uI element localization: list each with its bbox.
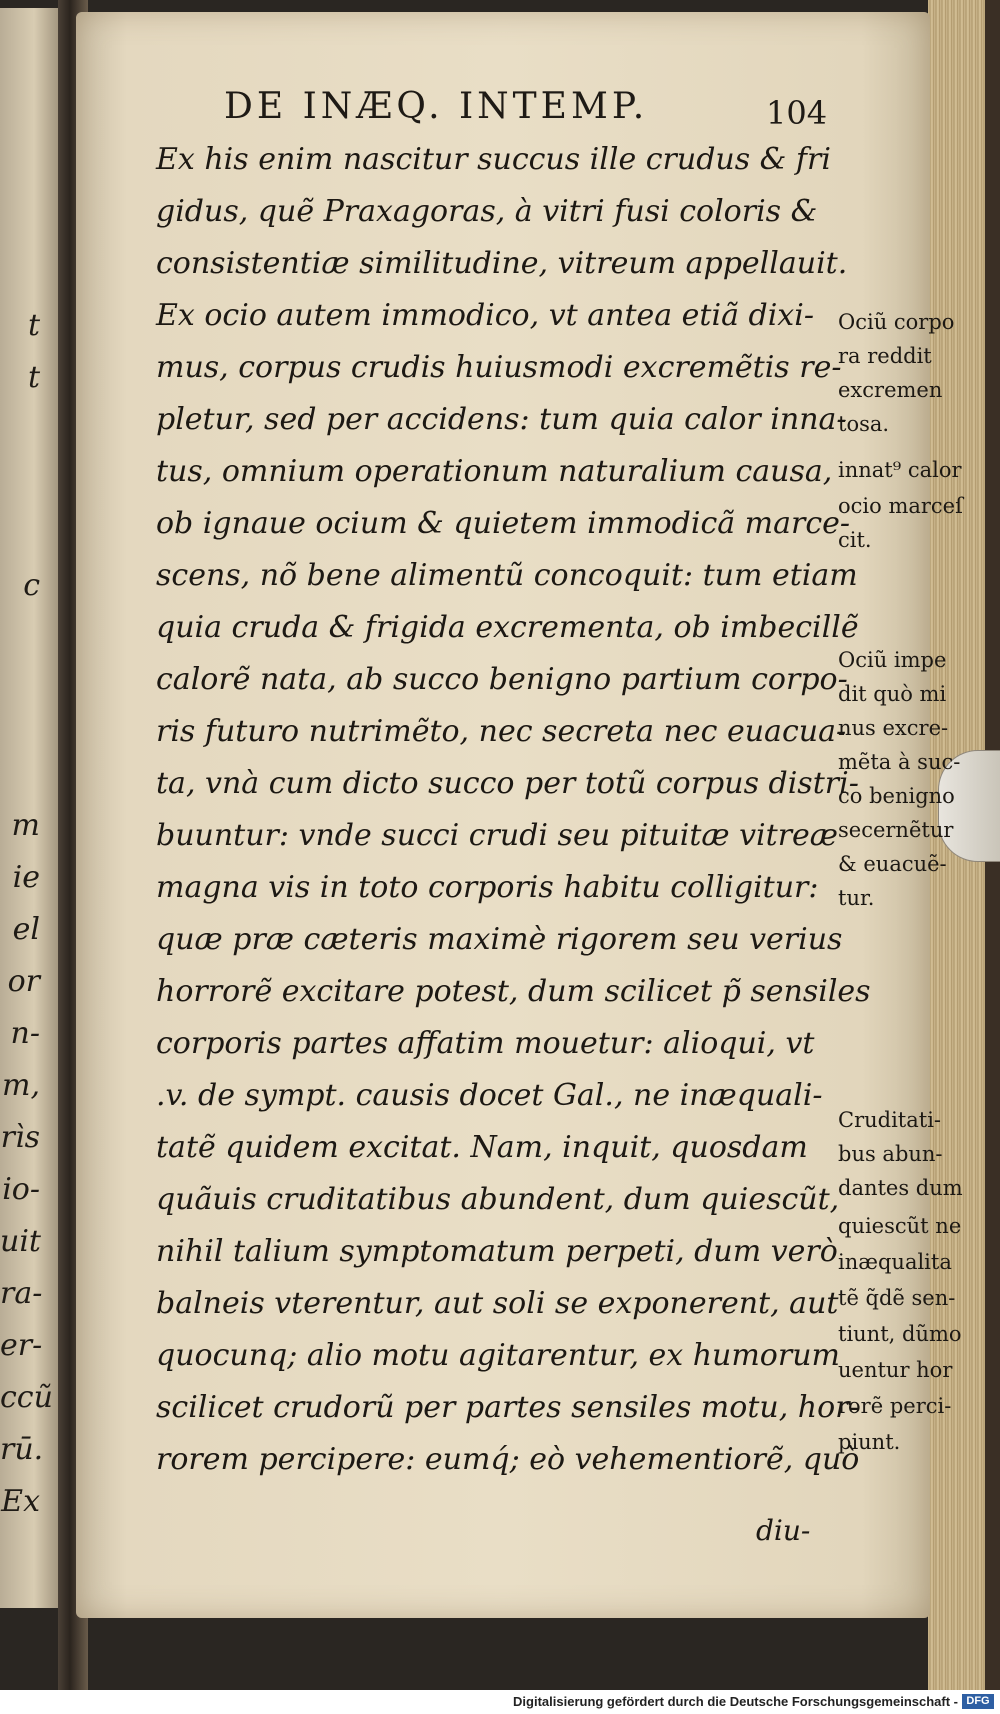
marginal-note-line: innat⁹ calor — [838, 458, 962, 482]
marginal-note-line: secernẽtur — [838, 818, 954, 842]
left-page-fragment: uit — [0, 1224, 41, 1259]
marginal-note-line: cit. — [838, 528, 872, 552]
text-line: calorẽ nata, ab succo benigno partium corpo- — [156, 662, 848, 697]
left-page-fragment: or — [7, 964, 40, 999]
marginal-note-line: dantes dum — [838, 1176, 963, 1200]
left-page-fragment: t — [27, 360, 40, 395]
marginal-note-line: rorẽ perci- — [838, 1394, 952, 1418]
text-line: quãuis cruditatibus abundent, dum quiescũt, — [156, 1182, 840, 1217]
left-page-fragment: Ex — [1, 1484, 40, 1519]
marginal-note-line: nus excre- — [838, 716, 949, 740]
text-line: ob ignaue ocium & quietem immodicã marce- — [156, 506, 851, 541]
marginal-note-line: bus abun- — [838, 1142, 943, 1166]
marginal-note-line: uentur hor — [838, 1358, 953, 1382]
text-line: .v. de sympt. causis docet Gal., ne inæquali- — [156, 1078, 823, 1113]
text-line: pletur, sed per accidens: tum quia calor inna- — [156, 402, 847, 437]
text-line: quia cruda & frigida excrementa, ob imbecillẽ — [156, 610, 859, 645]
left-page-fragment: ra- — [0, 1276, 43, 1311]
left-page-fragment: c — [23, 568, 40, 603]
text-line: corporis partes affatim mouetur: alioqui, vt — [156, 1026, 815, 1061]
marginal-note-line: Ociũ impe — [838, 648, 947, 672]
marginal-note-line: co benigno — [838, 784, 955, 808]
marginal-note-line: inæqualita — [838, 1250, 952, 1274]
book-page — [76, 12, 963, 1618]
text-line: buuntur: vnde succi crudi seu pituitæ vitreæ — [156, 818, 839, 853]
running-head: DE INÆQ. INTEMP. — [224, 86, 649, 127]
text-line: consistentiæ similitudine, vitreum appellauit. — [156, 246, 848, 281]
text-line: ris futuro nutrimẽto, nec secreta nec euacua- — [156, 714, 847, 749]
marginal-note-line: quiescũt ne — [838, 1214, 962, 1238]
text-line: ta, vnà cum dicto succo per totũ corpus distri- — [156, 766, 859, 801]
marginal-note-line: ra reddit — [838, 344, 932, 368]
text-line: nihil talium symptomatum perpeti, dum verò — [156, 1234, 838, 1269]
left-page-fragment: el — [12, 912, 40, 947]
left-page-fragment: rū. — [0, 1432, 44, 1467]
text-line: quocunq; alio motu agitarentur, ex humorum — [156, 1338, 840, 1373]
marginal-note-line: mẽta à suc- — [838, 750, 961, 774]
text-line: Ex his enim nascitur succus ille crudus & fri — [156, 142, 831, 177]
left-page-fragment: n- — [10, 1016, 40, 1051]
footer-bar — [0, 1690, 1000, 1714]
footer-credit: Digitalisierung gefördert durch die Deutsche Forschungsgemeinschaft - — [513, 1694, 958, 1709]
marginal-note-line: piunt. — [838, 1430, 901, 1454]
marginal-note-line: tosa. — [838, 412, 890, 436]
text-line: tatẽ quidem excitat. Nam, inquit, quosdam — [156, 1130, 808, 1165]
marginal-note-line: dit quò mi — [838, 682, 947, 706]
text-line: scens, nõ bene alimentũ concoquit: tum etiam — [156, 558, 858, 593]
left-page-fragment: io- — [2, 1172, 40, 1207]
left-page-fragment: er- — [0, 1328, 43, 1363]
left-page-fragment: ccũ — [0, 1380, 53, 1415]
left-page-fragment: m — [11, 808, 40, 843]
text-line: Ex ocio autem immodico, vt antea etiã dixi- — [156, 298, 814, 333]
marginal-note-line: Ociũ corpo — [838, 310, 955, 334]
left-page-fragment: rìs — [0, 1120, 40, 1155]
left-page-fragment: ie — [12, 860, 40, 895]
left-page-fragment: m, — [2, 1068, 40, 1103]
text-line: magna vis in toto corporis habitu colligitur: — [156, 870, 819, 905]
marginal-note-line: ocio marceſ — [838, 494, 963, 518]
text-line: gidus, quẽ Praxagoras, à vitri fusi coloris & — [156, 194, 818, 229]
text-line: quæ præ cæteris maximè rigorem seu verius — [156, 922, 843, 957]
marginal-note-line: excremen — [838, 378, 943, 402]
marginal-note-line: tiunt, dũmo — [838, 1322, 962, 1346]
text-line: tus, omnium operationum naturalium causa, — [156, 454, 833, 489]
left-page-fragment: t — [27, 308, 40, 343]
text-line: scilicet crudorũ per partes sensiles motu, hor- — [156, 1390, 860, 1425]
catchword: diu- — [756, 1514, 811, 1547]
dfg-logo: DFG — [962, 1694, 994, 1709]
text-line: rorem percipere: eumq́; eò vehementiorẽ, quò — [156, 1442, 860, 1477]
marginal-note-line: tur. — [838, 886, 875, 910]
left-page-edge — [0, 8, 62, 1608]
text-line: mus, corpus crudis huiusmodi excremẽtis re- — [156, 350, 842, 385]
marginal-note-line: Cruditati- — [838, 1108, 942, 1132]
text-line: horrorẽ excitare potest, dum scilicet p̃ sensiles — [156, 974, 871, 1009]
text-line: balneis vterentur, aut soli se exponerent, aut — [156, 1286, 839, 1321]
marginal-note-line: tẽ q̃dẽ sen- — [838, 1286, 956, 1310]
page-number: 104 — [766, 94, 828, 132]
marginal-note-line: & euacuẽ- — [838, 852, 947, 876]
